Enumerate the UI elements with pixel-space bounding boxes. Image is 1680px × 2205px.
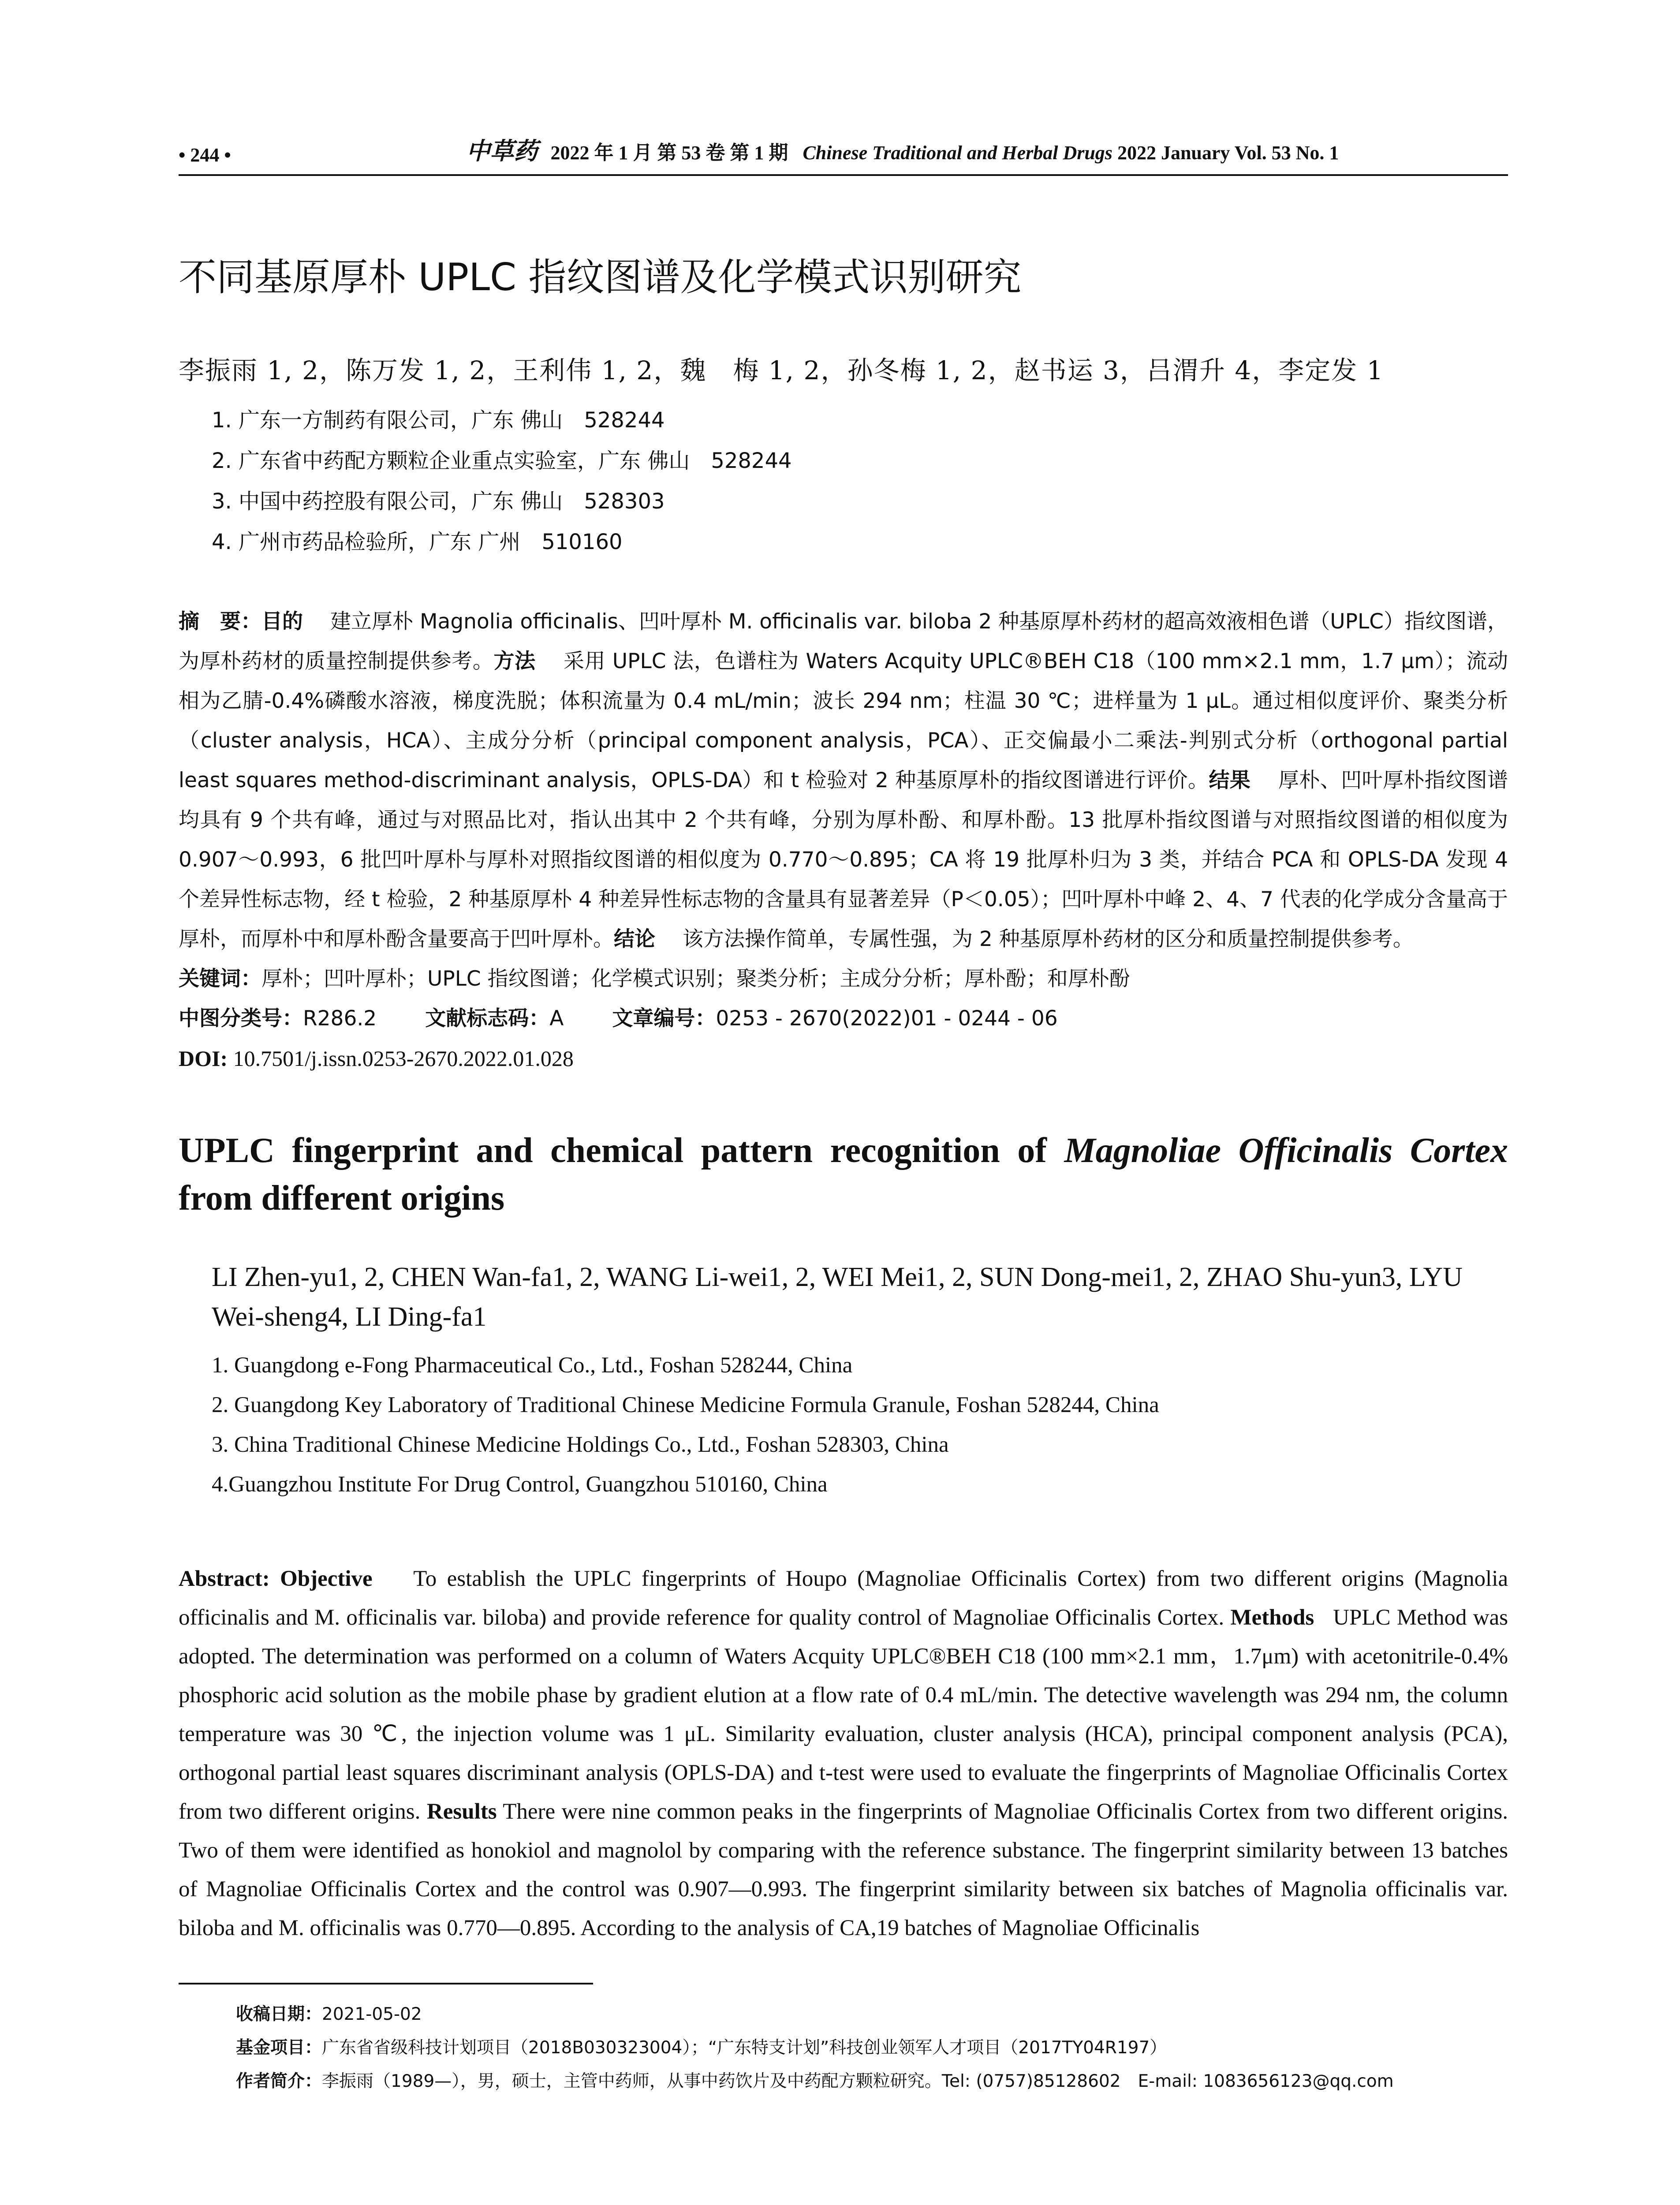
page-number: • 244 • xyxy=(179,144,231,166)
footnote-received xyxy=(236,1998,1508,2031)
clc-value: R286.2 xyxy=(303,1006,377,1031)
author-bio-label: 作者简介： xyxy=(236,2071,322,2091)
doi-label: DOI: xyxy=(179,1046,228,1071)
result-label-en: Results xyxy=(426,1799,497,1824)
title-en-part2: from different origins xyxy=(179,1179,505,1218)
method-label-en: Methods xyxy=(1230,1605,1314,1630)
article-page xyxy=(179,132,1508,2098)
article-title-cn: 不同基原厚朴 UPLC 指纹图谱及化学模式识别研究 xyxy=(179,255,1022,299)
issue-en: 2022 January Vol. 53 No. 1 xyxy=(1117,142,1339,164)
abstract-en-label: Abstract: Objective xyxy=(179,1566,373,1591)
affiliation-cn-4: 4. 广州市药品检验所，广东 广州 510160 xyxy=(212,530,623,554)
method-label-cn: 方法 xyxy=(493,649,536,673)
abstract-cn xyxy=(179,602,1508,959)
abstract-cn-label: 摘 要： xyxy=(179,609,262,634)
affiliation-cn-3: 3. 中国中药控股有限公司，广东 佛山 528303 xyxy=(212,489,665,514)
article-no-value: 0253 - 2670(2022)01 - 0244 - 06 xyxy=(716,1006,1058,1031)
running-header xyxy=(179,132,1508,176)
result-text-en: There were nine common peaks in the fingerprints of Magnoliae Officinalis Cortex from two different origins. Two of them were identified as honokiol and magnolol by comparing with the reference substance. The fingerprint similarity between 13 batches of Magnoliae Officinalis Cortex and the control was 0.907—0.993. The fingerprint similarity between six batches of Magnolia officinalis var. biloba and M. officinalis was 0.770—0.895. According to the analysis of CA,19 batches of Magnoliae Officinalis xyxy=(179,1799,1508,1940)
affiliation-en-1: 1. Guangdong e-Fong Pharmaceutical Co., Ltd., Foshan 528244, China xyxy=(212,1353,853,1378)
funding-text: 广东省省级科技计划项目（2018B030323004）；“广东特支计划”科技创业领军人才项目（2017TY04R197） xyxy=(322,2038,1167,2058)
method-text-cn: 采用 UPLC 法，色谱柱为 Waters Acquity UPLC®BEH C18（100 mm×2.1 mm，1.7 μm）；流动相为乙腈-0.4%磷酸水溶液，梯度洗脱；体积流量为 0.4 mL/min；波长 294 nm；柱温 30 ℃；进样量为 1 μL。通过相似度评价、聚类分析（cluster analysis，HCA）、主成分分析（principal component analysis，PCA）、正交偏最小二乘法-判别式分析（orthogonal partial least squares method-discriminant analysis，OPLS-DA）和 t 检验对 2 种基原厚朴的指纹图谱进行评价。 xyxy=(179,649,1508,792)
affiliation-en-4: 4.Guangzhou Institute For Drug Control, Guangzhou 510160, China xyxy=(212,1472,828,1497)
keywords-text: 厚朴；凹叶厚朴；UPLC 指纹图谱；化学模式识别；聚类分析；主成分分析；厚朴酚；和厚朴酚 xyxy=(261,967,1130,991)
method-text-en: UPLC Method was adopted. The determination was performed on a column of Waters Acquity UPLC®BEH C18 (100 mm×2.1 mm，1.7μm) with acetonitrile-0.4% phosphoric acid solution as the mobile phase by gradient elution at a flow rate of 0.4 mL/min. The detective wavelength was 294 nm, the column temperature was 30 ℃, the injection volume was 1 μL. Similarity evaluation, cluster analysis (HCA), principal component analysis (PCA), orthogonal partial least squares discriminant analysis (OPLS-DA) and t-test were used to evaluate the fingerprints of Magnoliae Officinalis Cortex from two different origins. xyxy=(179,1605,1508,1824)
footnote-author-bio xyxy=(236,2065,1508,2098)
title-en-italic: Magnoliae Officinalis Cortex xyxy=(1064,1131,1508,1170)
article-no-label: 文章编号： xyxy=(612,1006,716,1031)
affiliation-en-3: 3. China Traditional Chinese Medicine Holdings Co., Ltd., Foshan 528303, China xyxy=(212,1432,949,1457)
doc-code-value: A xyxy=(549,1006,564,1031)
received-date: 2021-05-02 xyxy=(322,2004,422,2024)
footnote-divider xyxy=(179,1983,593,1984)
objective-label-cn: 目的 xyxy=(261,609,303,634)
doc-code-label: 文献标志码： xyxy=(425,1006,550,1031)
journal-name-en: Chinese Traditional and Herbal Drugs xyxy=(803,142,1113,164)
result-text-cn: 厚朴、凹叶厚朴指纹图谱均具有 9 个共有峰，通过与对照品比对，指认出其中 2 个共有峰，分别为厚朴酚、和厚朴酚。13 批厚朴指纹图谱与对照指纹图谱的相似度为 0.907～0.993，6 批凹叶厚朴与厚朴对照指纹图谱的相似度为 0.770～0.895；CA 将 19 批厚朴归为 3 类，并结合 PCA 和 OPLS-DA 发现 4 个差异性标志物，经 t 检验，2 种基原厚朴 4 种差异性标志物的含量具有显著差异（P＜0.05）；凹叶厚朴中峰 2、4、7 代表的化学成分含量高于厚朴，而厚朴中和厚朴酚含量要高于凹叶厚朴。 xyxy=(179,768,1508,951)
footnotes xyxy=(236,1998,1508,2098)
clc-label: 中图分类号： xyxy=(179,1006,303,1031)
affiliation-cn-2: 2. 广东省中药配方颗粒企业重点实验室，广东 佛山 528244 xyxy=(212,448,792,473)
objective-text-cn: 建立厚朴 Magnolia officinalis、凹叶厚朴 M. officinalis var. biloba 2 种基原厚朴药材的超高效液相色谱（UPLC）指纹图谱，为厚朴药材的质量控制提供参考。 xyxy=(179,609,1508,673)
conclusion-text-cn: 该方法操作简单，专属性强，为 2 种基原厚朴药材的区分和质量控制提供参考。 xyxy=(682,927,1414,951)
doi-value[interactable]: 10.7501/j.issn.0253-2670.2022.01.028 xyxy=(233,1046,574,1071)
affiliations-en xyxy=(179,1345,1508,1504)
classification-row xyxy=(179,999,1508,1039)
doi-line xyxy=(179,1039,1508,1078)
funding-label: 基金项目： xyxy=(236,2038,322,2058)
affiliation-en-2: 2. Guangdong Key Laboratory of Traditional Chinese Medicine Formula Granule, Foshan 528244, China xyxy=(212,1393,1159,1417)
footnote-funding xyxy=(236,2031,1508,2065)
result-label-cn: 结果 xyxy=(1209,768,1251,792)
author-list-cn: 李振雨 1, 2，陈万发 1, 2，王利伟 1, 2，魏 梅 1, 2，孙冬梅 1, 2，赵书运 3，吕渭升 4，李定发 1 xyxy=(179,355,1384,385)
author-list-en: LI Zhen-yu1, 2, CHEN Wan-fa1, 2, WANG Li-wei1, 2, WEI Mei1, 2, SUN Dong-mei1, 2, ZHAO Shu-yun3, LYU Wei-sheng4, LI Ding-fa1 xyxy=(212,1262,1463,1332)
objective-text-en: To establish the UPLC fingerprints of Houpo (Magnoliae Officinalis Cortex) from two different origins (Magnolia officinalis and M. officinalis var. biloba) and provide reference for quality control of Magnoliae Officinalis Cortex. xyxy=(179,1566,1508,1630)
article-title-en xyxy=(179,1127,1508,1222)
received-label: 收稿日期： xyxy=(236,2004,322,2024)
affiliations-cn xyxy=(179,400,1508,562)
conclusion-label-cn: 结论 xyxy=(614,927,655,951)
title-en-part1: UPLC fingerprint and chemical pattern recognition of xyxy=(179,1131,1047,1170)
journal-line xyxy=(297,132,1508,166)
keywords-label: 关键词： xyxy=(179,967,261,991)
author-bio-text: 李振雨（1989—），男，硕士，主管中药师，从事中药饮片及中药配方颗粒研究。Tel: (0757)85128602 E-mail: 1083656123@qq.com xyxy=(322,2071,1394,2091)
keywords-cn xyxy=(179,959,1508,999)
journal-name-cn: 中草药 xyxy=(466,138,538,164)
affiliation-cn-1: 1. 广东一方制药有限公司，广东 佛山 528244 xyxy=(212,408,665,433)
abstract-en xyxy=(179,1559,1508,1947)
issue-cn: 2022 年 1 月 第 53 卷 第 1 期 xyxy=(550,142,788,164)
